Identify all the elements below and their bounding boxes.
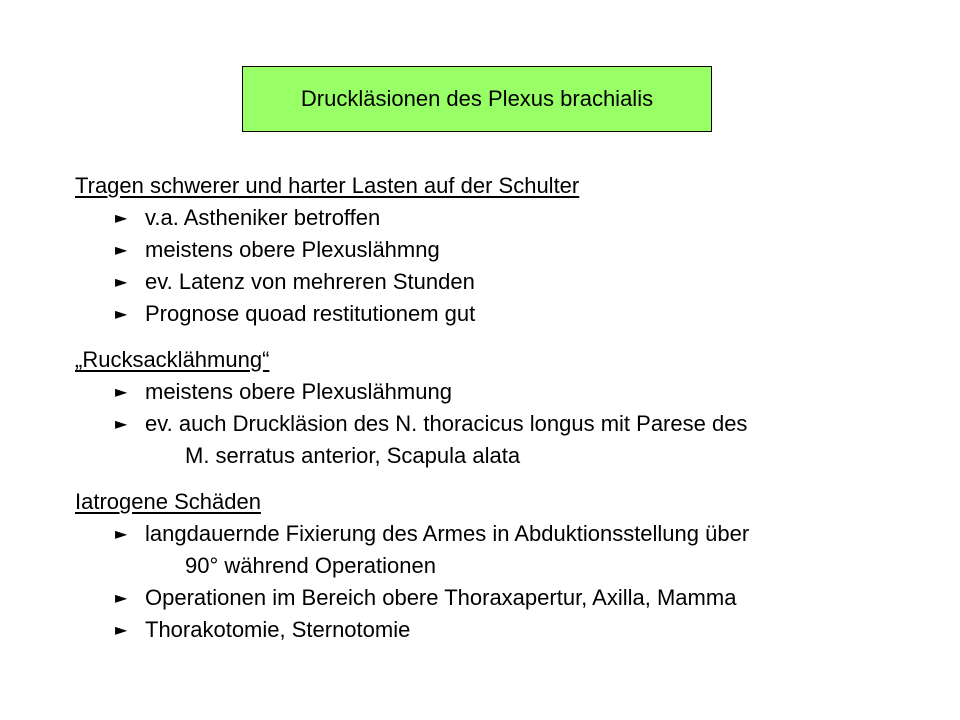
bullet-line: 90° während Operationen [185, 553, 436, 578]
bullet-arrow-icon: ► [115, 382, 128, 401]
bullet-item [75, 582, 935, 614]
section-heading: Tragen schwerer und harter Lasten auf der Schulter [75, 173, 580, 198]
bullet-item [75, 376, 935, 408]
bullet-item [75, 266, 935, 298]
bullet-text [145, 376, 935, 408]
bullet-text [145, 582, 935, 614]
bullet-arrow-icon: ► [115, 304, 128, 323]
bullet-line: ev. auch Druckläsion des N. thoracicus longus mit Parese des [145, 411, 748, 436]
bullet-item [75, 518, 935, 582]
section-1 [75, 170, 935, 330]
slide-content [75, 170, 935, 660]
section-heading: Iatrogene Schäden [75, 489, 261, 514]
bullet-item [75, 408, 935, 472]
bullet-text [145, 202, 935, 234]
bullet-line: M. serratus anterior, Scapula alata [185, 443, 521, 468]
bullet-line: meistens obere Plexuslähmung [145, 379, 452, 404]
bullet-item [75, 614, 935, 646]
section-heading: „Rucksacklähmung“ [75, 347, 270, 372]
bullet-line: meistens obere Plexuslähmng [145, 237, 440, 262]
slide-title: Druckläsionen des Plexus brachialis [300, 86, 654, 111]
bullet-arrow-icon: ► [115, 620, 128, 639]
bullet-arrow-icon: ► [115, 272, 128, 291]
bullet-text [145, 518, 935, 582]
bullet-text [145, 298, 935, 330]
bullet-text [145, 614, 935, 646]
bullet-line: v.a. Astheniker betroffen [145, 205, 381, 230]
bullet-text [145, 408, 935, 472]
bullet-arrow-icon: ► [115, 208, 128, 227]
bullet-arrow-icon: ► [115, 524, 128, 543]
bullet-arrow-icon: ► [115, 414, 128, 433]
section-2 [75, 344, 935, 472]
bullet-line: langdauernde Fixierung des Armes in Abduktionsstellung über [145, 521, 750, 546]
bullet-item [75, 234, 935, 266]
section-3 [75, 486, 935, 646]
bullet-line: Prognose quoad restitutionem gut [145, 301, 476, 326]
bullet-arrow-icon: ► [115, 588, 128, 607]
bullet-text [145, 266, 935, 298]
bullet-arrow-icon: ► [115, 240, 128, 259]
bullet-line: Operationen im Bereich obere Thoraxapertur, Axilla, Mamma [145, 585, 737, 610]
slide-title-box [242, 66, 712, 132]
bullet-text [145, 234, 935, 266]
bullet-line: Thorakotomie, Sternotomie [145, 617, 411, 642]
bullet-item [75, 298, 935, 330]
bullet-item [75, 202, 935, 234]
bullet-line: ev. Latenz von mehreren Stunden [145, 269, 475, 294]
